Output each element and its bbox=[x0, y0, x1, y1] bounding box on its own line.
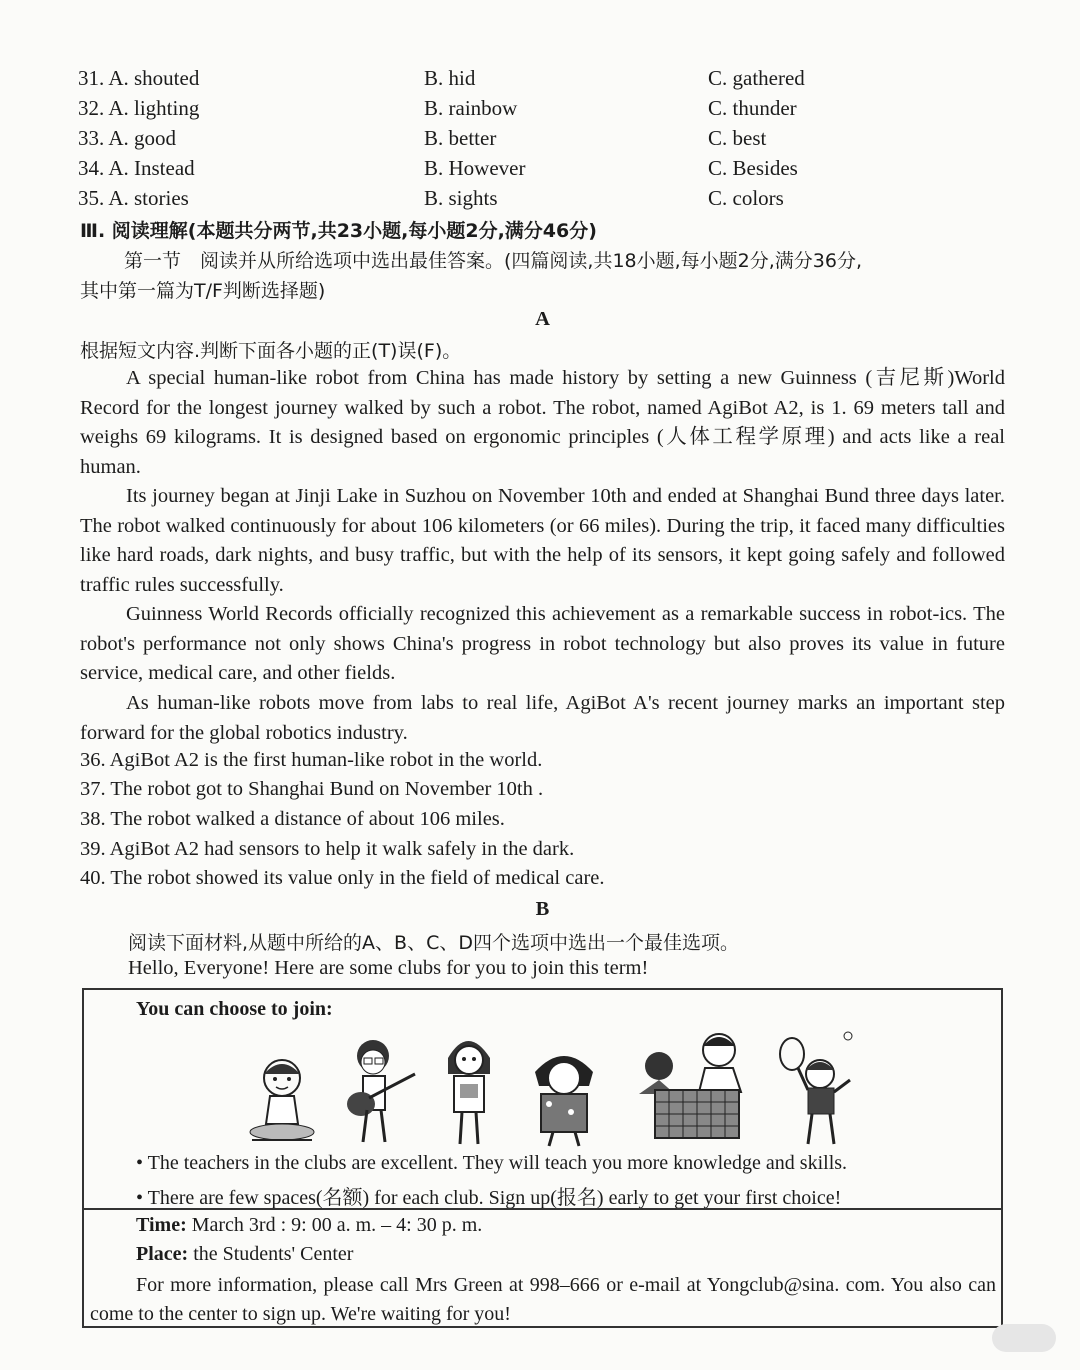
question-36: 36. AgiBot A2 is the first human-like robot in the world. bbox=[80, 749, 543, 771]
question-37: 37. The robot got to Shanghai Bund on November 10th . bbox=[80, 778, 544, 800]
option-row bbox=[78, 66, 1018, 96]
place-label: Place: bbox=[136, 1243, 189, 1265]
watermark-badge bbox=[992, 1324, 1056, 1352]
place-line bbox=[136, 1243, 353, 1266]
passage-a-paragraph: Its journey began at Jinji Lake in Suzhou on November 10th and ended at Shanghai Bund three days later. The robot walked continuously for about 106 kilometers (or 66 miles). During the trip, it faced many difficulties like hard roads, dark nights, and busy traffic, but with the help of its sensors, it kept going safely and followed traffic rules successfully. bbox=[80, 485, 1005, 596]
passage-a-paragraph: Guinness World Records officially recognized this achievement as a remarkable success in robot-ics. The robot's performance not only shows China's progress in robot technology but also proves its value in future service, medical care, and other fields. bbox=[80, 603, 1005, 685]
option-c: C. Besides bbox=[708, 156, 798, 180]
option-row bbox=[78, 96, 1018, 126]
option-c: C. best bbox=[708, 126, 767, 150]
kid-cooking-icon bbox=[242, 1052, 322, 1148]
option-b: B. sights bbox=[424, 186, 498, 210]
time-value: March 3rd : 9: 00 a. m. – 4: 30 p. m. bbox=[191, 1214, 483, 1236]
kid-reading-icon bbox=[434, 1028, 504, 1148]
option-row bbox=[78, 156, 1018, 186]
box-bullet-2: • There are few spaces(名额) for each club. Sign up(报名) early to get your first choice! bbox=[136, 1187, 842, 1209]
passage-a-label: A bbox=[535, 308, 550, 330]
option-a: 33. A. good bbox=[78, 126, 177, 150]
part1-instruction: 第一节 阅读并从所给选项中选出最佳答案。(四篇阅读,共18小题,每小题2分,满分36分, bbox=[124, 250, 863, 272]
time-label: Time: bbox=[136, 1214, 187, 1236]
club-notice-box bbox=[82, 988, 1003, 1328]
option-row bbox=[78, 126, 1018, 156]
place-value: the Students' Center bbox=[193, 1243, 354, 1265]
passage-a-instruction: 根据短文内容.判断下面各小题的正(T)误(F)。 bbox=[80, 340, 462, 362]
option-c: C. thunder bbox=[708, 96, 797, 120]
option-c: C. gathered bbox=[708, 66, 805, 90]
passage-b-label: B bbox=[535, 898, 550, 920]
club-illustrations bbox=[234, 1028, 854, 1148]
option-b: B. However bbox=[424, 156, 526, 180]
kids-chess-icon bbox=[629, 1028, 759, 1148]
option-a: 35. A. stories bbox=[78, 186, 189, 210]
question-38: 38. The robot walked a distance of about 106 miles. bbox=[80, 808, 505, 830]
passage-a-paragraph: As human-like robots move from labs to real life, AgiBot A's recent journey marks an important step forward for the global robotics industry. bbox=[80, 692, 1005, 744]
option-b: B. rainbow bbox=[424, 96, 518, 120]
passage-b-instruction: 阅读下面材料,从题中所给的A、B、C、D四个选项中选出一个最佳选项。 bbox=[128, 932, 739, 954]
option-b: B. hid bbox=[424, 66, 476, 90]
option-a: 31. A. shouted bbox=[78, 66, 200, 90]
contact-info: For more information, please call Mrs Green at 998–666 or e-mail at Yongclub@sina. com. You also can come to the center to sign up. We're waiting for you! bbox=[90, 1274, 996, 1325]
option-c: C. colors bbox=[708, 186, 784, 210]
option-a: 34. A. Instead bbox=[78, 156, 195, 180]
question-40: 40. The robot showed its value only in the field of medical care. bbox=[80, 867, 605, 889]
passage-a-paragraph: A special human-like robot from China has made history by setting a new Guinness (吉尼斯)World Record for the longest journey walked by such a robot. The robot, named AgiBot A2, is 1. 69 meters tall and weighs 69 kilograms. It is designed based on ergonomic principles (人体工程学原理) and acts like a real human. bbox=[80, 367, 1005, 478]
kid-guitar-icon bbox=[339, 1034, 419, 1148]
option-a: 32. A. lighting bbox=[78, 96, 200, 120]
option-row bbox=[78, 186, 1018, 216]
section-title: Ⅲ. 阅读理解(本题共分两节,共23小题,每小题2分,满分46分) bbox=[80, 220, 597, 242]
option-b: B. better bbox=[424, 126, 497, 150]
box-bullet-1: • The teachers in the clubs are excellent. They will teach you more knowledge and skills. bbox=[136, 1152, 848, 1174]
kid-painting-icon bbox=[519, 1042, 609, 1148]
time-line bbox=[136, 1214, 482, 1237]
kid-tennis-icon bbox=[774, 1030, 858, 1148]
part1-instruction-cont: 其中第一篇为T/F判断选择题) bbox=[80, 280, 326, 302]
box-heading: You can choose to join: bbox=[136, 998, 333, 1020]
question-39: 39. AgiBot A2 had sensors to help it walk safely in the dark. bbox=[80, 838, 575, 860]
passage-b-intro: Hello, Everyone! Here are some clubs for you to join this term! bbox=[128, 957, 649, 979]
box-divider bbox=[84, 1208, 1001, 1210]
